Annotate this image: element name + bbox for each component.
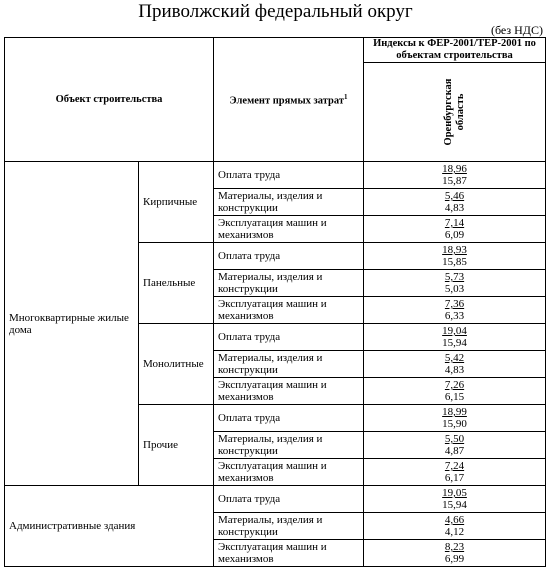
- subtype-cell: Панельные: [139, 243, 214, 324]
- index-value-cell: [364, 513, 546, 540]
- index-value-top: 19,05: [442, 487, 467, 499]
- region-line-1: Оренбургская: [442, 78, 454, 146]
- index-value-top: 4,66: [444, 514, 465, 526]
- index-value-cell: [364, 216, 546, 243]
- index-table: [4, 37, 546, 567]
- index-value-bottom: 6,33: [444, 310, 465, 322]
- index-value-bottom: 4,12: [444, 526, 465, 538]
- element-cell: Материалы, изделия и конструкции: [214, 270, 364, 297]
- element-cell: Материалы, изделия и конструкции: [214, 513, 364, 540]
- region-line-2: область: [454, 93, 466, 131]
- index-value-cell: [364, 270, 546, 297]
- index-value-top: 18,99: [442, 406, 467, 418]
- element-cell: Материалы, изделия и конструкции: [214, 432, 364, 459]
- header-object: Объект строительства: [5, 38, 214, 162]
- element-cell: Эксплуатация машин и механизмов: [214, 378, 364, 405]
- element-cell: Оплата труда: [214, 162, 364, 189]
- index-value-top: 18,96: [442, 163, 467, 175]
- index-value-cell: [364, 540, 546, 567]
- index-value-top: 5,73: [444, 271, 465, 283]
- table-row: [5, 162, 546, 189]
- index-value-bottom: 5,03: [444, 283, 465, 295]
- element-cell: Эксплуатация машин и механизмов: [214, 540, 364, 567]
- header-indices: Индексы к ФЕР-2001/ТЕР-2001 по объектам строительства: [364, 38, 546, 63]
- index-value-cell: [364, 162, 546, 189]
- index-value-bottom: 4,87: [444, 445, 465, 457]
- vat-note: (без НДС): [490, 23, 543, 37]
- index-value-top: 5,42: [444, 352, 465, 364]
- table-body: [5, 162, 546, 567]
- index-value-top: 8,23: [444, 541, 465, 553]
- index-value-bottom: 15,85: [442, 256, 467, 268]
- object-cell: Административные здания: [5, 486, 214, 567]
- index-value-cell: [364, 405, 546, 432]
- index-value-bottom: 6,99: [444, 553, 465, 565]
- element-cell: Оплата труда: [214, 324, 364, 351]
- object-cell: Многоквартирные жилые дома: [5, 162, 139, 486]
- index-value-cell: [364, 324, 546, 351]
- index-value-bottom: 4,83: [444, 364, 465, 376]
- page-title: Приволжский федеральный округ: [138, 1, 413, 22]
- element-cell: Оплата труда: [214, 405, 364, 432]
- index-value-cell: [364, 243, 546, 270]
- index-value-top: 7,24: [444, 460, 465, 472]
- region-label: [443, 79, 467, 146]
- region-label-wrap: [368, 63, 541, 161]
- element-cell: Материалы, изделия и конструкции: [214, 189, 364, 216]
- index-value-cell: [364, 486, 546, 513]
- index-value-bottom: 4,83: [444, 202, 465, 214]
- index-value-cell: [364, 351, 546, 378]
- header-region: [364, 63, 546, 162]
- subtype-cell: Прочие: [139, 405, 214, 486]
- footnote-marker: 1: [343, 93, 348, 102]
- index-value-top: 5,46: [444, 190, 465, 202]
- index-value-cell: [364, 297, 546, 324]
- index-value-top: 7,26: [444, 379, 465, 391]
- index-value-cell: [364, 432, 546, 459]
- index-value-top: 5,50: [444, 433, 465, 445]
- subtype-cell: Монолитные: [139, 324, 214, 405]
- element-cell: Эксплуатация машин и механизмов: [214, 297, 364, 324]
- index-value-top: 7,36: [444, 298, 465, 310]
- header-element-text: Элемент прямых затрат: [229, 95, 344, 107]
- header-element: [214, 38, 364, 162]
- index-value-top: 18,93: [442, 244, 467, 256]
- element-cell: Эксплуатация машин и механизмов: [214, 459, 364, 486]
- element-cell: Оплата труда: [214, 486, 364, 513]
- element-cell: Материалы, изделия и конструкции: [214, 351, 364, 378]
- index-value-cell: [364, 459, 546, 486]
- subtype-cell: Кирпичные: [139, 162, 214, 243]
- index-value-bottom: 6,17: [444, 472, 465, 484]
- element-cell: Эксплуатация машин и механизмов: [214, 216, 364, 243]
- element-cell: Оплата труда: [214, 243, 364, 270]
- index-value-cell: [364, 189, 546, 216]
- index-value-bottom: 15,90: [442, 418, 467, 430]
- table-row: [5, 486, 546, 513]
- index-value-top: 7,14: [444, 217, 465, 229]
- index-value-top: 19,04: [442, 325, 467, 337]
- index-value-bottom: 6,15: [444, 391, 465, 403]
- index-value-bottom: 6,09: [444, 229, 465, 241]
- index-value-bottom: 15,94: [442, 337, 467, 349]
- index-value-bottom: 15,94: [442, 499, 467, 511]
- index-value-bottom: 15,87: [442, 175, 467, 187]
- index-value-cell: [364, 378, 546, 405]
